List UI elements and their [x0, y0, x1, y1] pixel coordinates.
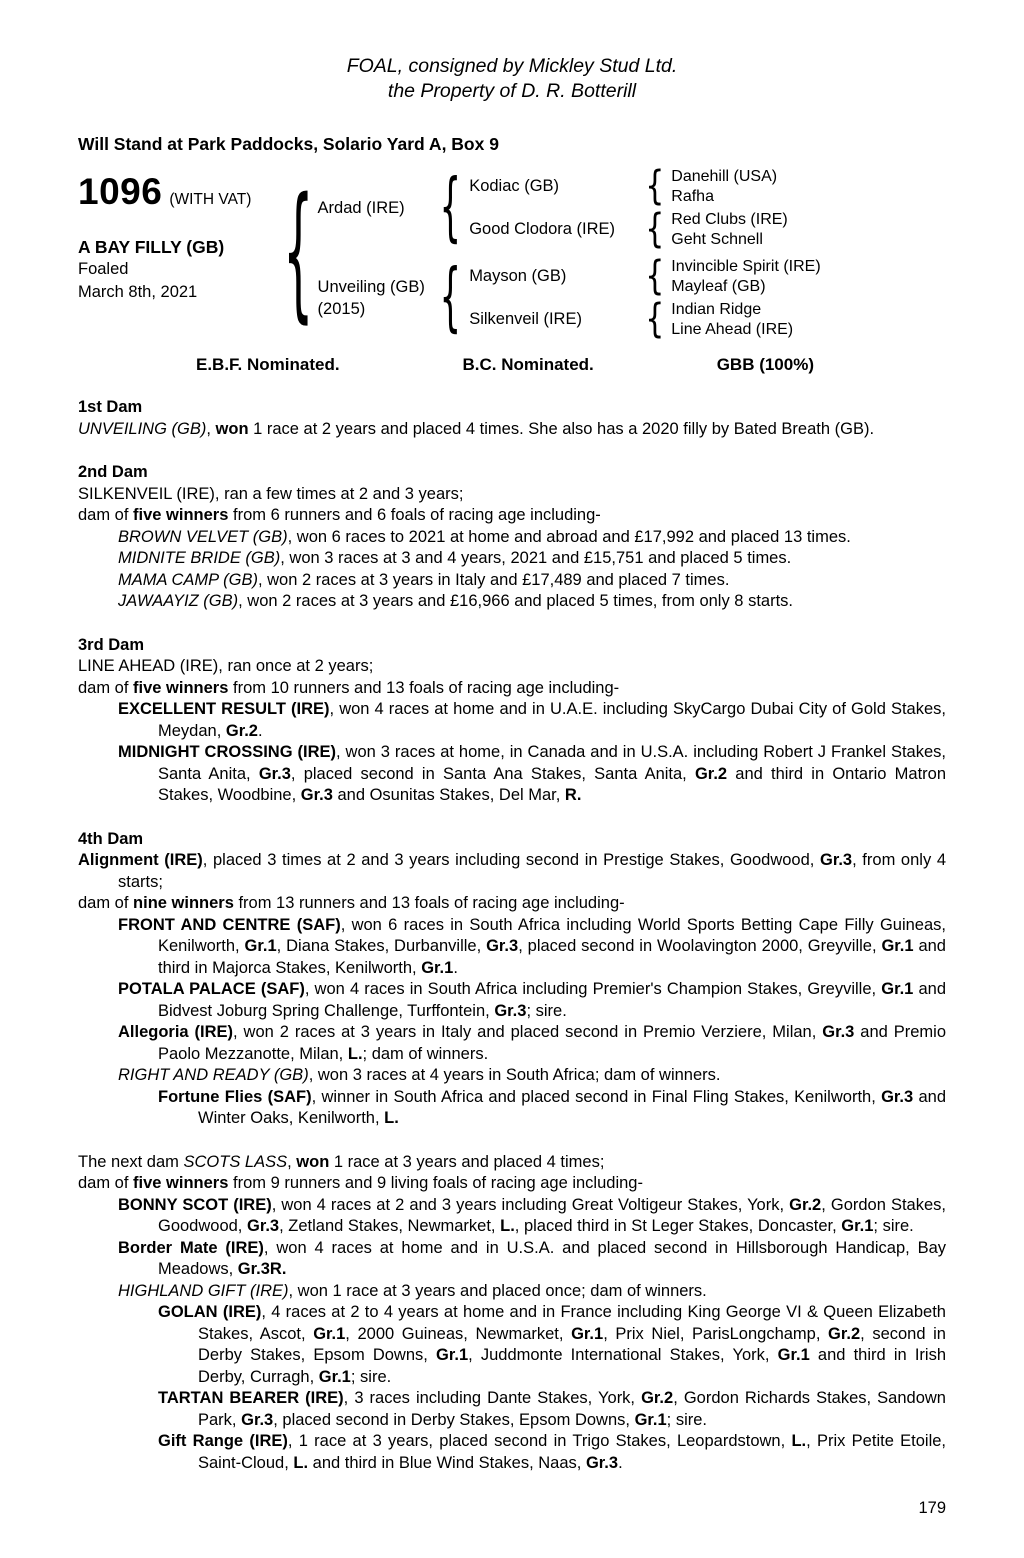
pedigree-paragraph: FRONT AND CENTRE (SAF), won 6 races in South Africa including World Sports Betting Cape Filly Guineas, Kenilworth, Gr.1, Diana Stakes, Durbanville, Gr.3, placed second in Woolavington 2000, Greyville, Gr.1 and third in Majorca Stakes, Kenilworth, Gr.1.: [118, 915, 946, 977]
pedigree-paragraph: The next dam SCOTS LASS, won 1 race at 3 years and placed 4 times;: [78, 1152, 605, 1171]
dam-section-heading: 1st Dam: [78, 398, 143, 416]
dam-sire-sire: Invincible Spirit (IRE): [671, 257, 821, 275]
pedigree-paragraph: dam of nine winners from 13 runners and 13 foals of racing age including-: [78, 894, 625, 912]
dam-sire-name: Mayson (GB): [469, 267, 567, 285]
pedigree-paragraph: Allegoria (IRE), won 2 races at 3 years in Italy and placed second in Premio Verziere, Milan, Gr.3 and Premio Paolo Mezzanotte, Milan, L.; dam of winners.: [118, 1023, 946, 1063]
sire-sire-name: Kodiac (GB): [469, 177, 560, 195]
dam-sire-parents: [671, 257, 820, 297]
dam-gen2-column: [469, 252, 946, 343]
sire-gen2-brace: {: [439, 164, 462, 252]
pedigree-block: [78, 163, 946, 343]
stabling-location: Will Stand at Park Paddocks, Solario Yard A, Box 9: [78, 134, 499, 154]
dam-sire-dam: Mayleaf (GB): [671, 277, 766, 295]
sire-dam-brace: {: [645, 205, 665, 253]
dam-section-heading: 2nd Dam: [78, 463, 148, 481]
pedigree-paragraph: TARTAN BEARER (IRE), 3 races including Dante Stakes, York, Gr.2, Gordon Richards Stakes, Sandown Park, Gr.3, placed second in Derby Stakes, Epsom Downs, Gr.1; sire.: [158, 1389, 946, 1429]
lot-line: [78, 171, 283, 213]
lot-info: [78, 163, 283, 343]
dam-sire-brace: {: [645, 252, 665, 300]
sire-dam-dam: Geht Schnell: [671, 230, 763, 248]
nominations-row: [78, 355, 946, 375]
pedigree-paragraph: MIDNIGHT CROSSING (IRE), won 3 races at home, in Canada and in U.S.A. including Robert J Frankel Stakes, Santa Anita, Gr.3, placed second in Santa Ana Stakes, Santa Anita, Gr.2 and third in Ontario Matron Stakes, Woodbine, Gr.3 and Osunitas Stakes, Del Mar, R.: [118, 743, 947, 804]
bc-nomination: B.C. Nominated.: [462, 355, 594, 374]
foaled-label: Foaled: [78, 260, 129, 278]
dam-dam-item: [469, 295, 946, 343]
sire-dam-item: [469, 205, 946, 253]
pedigree-paragraph: Border Mate (IRE), won 4 races at home and in U.S.A. and placed second in Hillsborough Handicap, Bay Meadows, Gr.3R.: [118, 1238, 947, 1278]
pedigree-paragraph: POTALA PALACE (SAF), won 4 races in South Africa including Premier's Champion Stakes, Greyville, Gr.1 and Bidvest Joburg Spring Challenge, Turffontein, Gr.3; sire.: [118, 980, 946, 1020]
dam-half: [317, 252, 946, 343]
pedigree-paragraph: JAWAAYIZ (GB), won 2 races at 3 years and £16,966 and placed 5 times, from only 8 starts.: [118, 592, 793, 610]
pedigree-paragraph: Alignment (IRE), placed 3 times at 2 and 3 years including second in Prestige Stakes, Goodwood, Gr.3, from only 4 starts;: [78, 851, 946, 891]
dam-name-block: [318, 276, 436, 320]
dam-section: [78, 829, 946, 1130]
foaled-date: March 8th, 2021: [78, 283, 198, 301]
pedigree-paragraph: dam of five winners from 9 runners and 9 living foals of racing age including-: [78, 1174, 643, 1192]
pedigree-paragraph: BONNY SCOT (IRE), won 4 races at 2 and 3 years including Great Voltigeur Stakes, York, Gr.2, Gordon Stakes, Goodwood, Gr.3, Zetland Stakes, Newmarket, L., placed third in St Leger Stakes, Doncaster, Gr.1; sire.: [118, 1195, 946, 1235]
sire-sire-parents: [671, 167, 777, 207]
pedigree-tree: [283, 163, 946, 343]
pedigree-paragraph: HIGHLAND GIFT (IRE), won 1 race at 3 years and placed once; dam of winners.: [118, 1281, 707, 1300]
gen1-column: [317, 162, 946, 343]
lot-vat-note: (WITH VAT): [169, 191, 252, 208]
dam-section: [78, 462, 946, 613]
property-line: the Property of D. R. Botterill: [387, 80, 637, 102]
sire-dam-sire: Red Clubs (IRE): [671, 210, 788, 228]
dam-section-heading: 4th Dam: [78, 829, 144, 848]
sire-half: [317, 162, 946, 253]
gbb-note: GBB (100%): [716, 355, 814, 374]
pedigree-paragraph: Fortune Flies (SAF), winner in South Africa and placed second in Final Fling Stakes, Kenilworth, Gr.3 and Winter Oaks, Kenilworth, L.: [158, 1087, 947, 1127]
pedigree-paragraph: EXCELLENT RESULT (IRE), won 4 races at home and in U.A.E. including SkyCargo Dubai City of Gold Stakes, Meydan, Gr.2.: [118, 700, 946, 740]
consignor-header: [78, 54, 946, 104]
pedigree-paragraph: Gift Range (IRE), 1 race at 3 years, placed second in Trigo Stakes, Leopardstown, L., Prix Petite Etoile, Saint-Cloud, L. and third in Blue Wind Stakes, Naas, Gr.3.: [158, 1432, 947, 1472]
dam-name: Unveiling (GB): [317, 278, 425, 296]
dam-dam-parents: [671, 300, 793, 340]
dam-section: [78, 397, 946, 440]
sire-sire-dam: Rafha: [671, 187, 714, 205]
pedigree-paragraph: GOLAN (IRE), 4 races at 2 to 4 years at home and in France including King George VI & Queen Elizabeth Stakes, Ascot, Gr.1, 2000 Guineas, Newmarket, Gr.1, Prix Niel, ParisLongchamp, Gr.2, second in Derby Stakes, Epsom Downs, Gr.1, Juddmonte International Stakes, York, Gr.1 and third in Irish Derby, Curragh, Gr.1; sire.: [158, 1303, 946, 1386]
pedigree-paragraph: dam of five winners from 10 runners and 13 foals of racing age including-: [78, 678, 620, 697]
pedigree-paragraph: SILKENVEIL (IRE), ran a few times at 2 and 3 years;: [78, 484, 464, 503]
dam-sire-item: [469, 252, 946, 300]
dam-section-heading: 3rd Dam: [78, 635, 145, 654]
lot-number: 1096: [78, 171, 163, 212]
dam-dam-dam: Line Ahead (IRE): [671, 320, 794, 338]
sire-sire-sire: Danehill (USA): [671, 167, 778, 185]
pedigree-paragraph: MAMA CAMP (GB), won 2 races at 3 years in Italy and £17,489 and placed 7 times.: [118, 570, 730, 589]
dam-dam-sire: Indian Ridge: [671, 300, 762, 318]
sire-dam-name: Good Clodora (IRE): [469, 220, 615, 238]
pedigree-paragraph: UNVEILING (GB), won 1 race at 2 years and placed 4 times. She also has a 2020 filly by Bated Breath (GB).: [78, 419, 875, 438]
pedigree-paragraph: RIGHT AND READY (GB), won 3 races at 4 years in South Africa; dam of winners.: [118, 1066, 721, 1084]
sire-name: Ardad (IRE): [317, 199, 405, 217]
dam-dam-name: Silkenveil (IRE): [469, 310, 582, 328]
dam-sections: [78, 397, 946, 1474]
dam-year: (2015): [317, 300, 366, 318]
consignor-line: FOAL, consigned by Mickley Stud Ltd.: [346, 55, 678, 77]
subject-name: A BAY FILLY (GB): [78, 237, 225, 257]
sire-dam-parents: [671, 210, 787, 250]
gen1-brace: {: [283, 167, 314, 339]
sire-sire-item: [469, 162, 946, 210]
page-number: 179: [918, 1499, 946, 1517]
sire-sire-brace: {: [645, 162, 665, 210]
pedigree-paragraph: LINE AHEAD (IRE), ran once at 2 years;: [78, 657, 374, 675]
dam-section: [78, 635, 946, 807]
pedigree-paragraph: BROWN VELVET (GB), won 6 races to 2021 at home and abroad and £17,992 and placed 13 times.: [118, 527, 851, 546]
dam-section: [78, 1152, 946, 1475]
pedigree-paragraph: MIDNITE BRIDE (GB), won 3 races at 3 and 4 years, 2021 and £15,751 and placed 5 times.: [118, 549, 792, 567]
pedigree-paragraph: dam of five winners from 6 runners and 6 foals of racing age including-: [78, 506, 601, 524]
dam-gen2-brace: {: [439, 254, 462, 342]
ebf-nomination: E.B.F. Nominated.: [196, 355, 340, 374]
sire-gen2-column: [469, 162, 946, 253]
dam-dam-brace: {: [645, 295, 665, 343]
